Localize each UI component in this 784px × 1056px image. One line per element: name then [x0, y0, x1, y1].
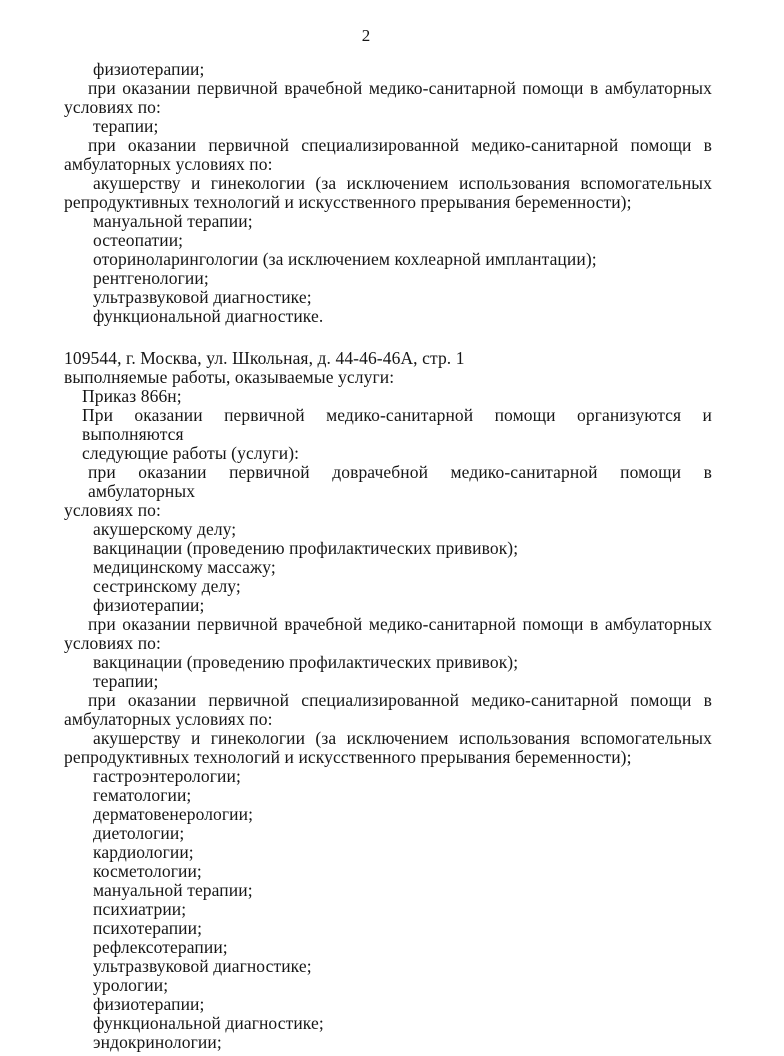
text-line: рефлексотерапии;: [93, 937, 228, 957]
text-line: физиотерапии;: [93, 595, 205, 615]
text-line: мануальной терапии;: [93, 211, 253, 231]
text-line: Приказ 866н;: [82, 386, 182, 406]
text-line: акушерству и гинекологии (за исключением использования вспомогательных: [93, 173, 712, 193]
text-line: терапии;: [93, 671, 159, 691]
document-body: [64, 60, 712, 1052]
text-line: вакцинации (проведению профилактических прививок);: [93, 538, 519, 558]
section-services-continued: [64, 60, 712, 326]
text-line: гематологии;: [93, 785, 192, 805]
text-line: При оказании первичной медико-санитарной помощи организуются и выполняются: [82, 405, 712, 444]
text-line: психотерапии;: [93, 918, 203, 938]
text-line: диетологии;: [93, 823, 185, 843]
text-line: кардиологии;: [93, 842, 194, 862]
text-line: при оказании первичной врачебной медико-санитарной помощи в амбулаторных: [88, 614, 712, 634]
text-line: мануальной терапии;: [93, 880, 253, 900]
text-line: акушерскому делу;: [93, 519, 237, 539]
text-line: следующие работы (услуги):: [82, 443, 300, 463]
text-line: при оказании первичной специализированной медико-санитарной помощи в: [88, 690, 712, 710]
text-line: косметологии;: [93, 861, 202, 881]
text-line: репродуктивных технологий и искусственного прерывания беременности);: [64, 192, 632, 212]
text-line: функциональной диагностике;: [93, 1013, 324, 1033]
text-line: терапии;: [93, 116, 159, 136]
text-line: условиях по:: [64, 97, 161, 117]
text-line: эндокринологии;: [93, 1032, 222, 1052]
text-line: сестринскому делу;: [93, 576, 241, 596]
text-line: ультразвуковой диагностике;: [93, 956, 312, 976]
text-line: физиотерапии;: [93, 994, 205, 1014]
text-line: при оказании первичной доврачебной медико-санитарной помощи в амбулаторных: [88, 462, 712, 501]
text-line: репродуктивных технологий и искусственного прерывания беременности);: [64, 747, 632, 767]
text-line: урологии;: [93, 975, 169, 995]
text-line: оториноларингологии (за исключением кохлеарной имплантации);: [93, 249, 597, 269]
text-line: рентгенологии;: [93, 268, 209, 288]
text-line: физиотерапии;: [93, 59, 205, 79]
text-line: при оказании первичной врачебной медико-санитарной помощи в амбулаторных: [88, 78, 712, 98]
text-line: психиатрии;: [93, 899, 187, 919]
text-line: остеопатии;: [93, 230, 184, 250]
text-line: амбулаторных условиях по:: [64, 709, 273, 729]
text-line: гастроэнтерологии;: [93, 766, 241, 786]
text-line: дерматовенерологии;: [93, 804, 254, 824]
text-line: выполняемые работы, оказываемые услуги:: [64, 367, 395, 387]
text-line: медицинскому массажу;: [93, 557, 276, 577]
text-line: 109544, г. Москва, ул. Школьная, д. 44-46-46А, стр. 1: [64, 348, 465, 368]
text-line: условиях по:: [64, 633, 161, 653]
text-line: функциональной диагностике.: [93, 306, 324, 326]
page-number: 2: [361, 26, 371, 45]
text-line: вакцинации (проведению профилактических прививок);: [93, 652, 519, 672]
text-line: при оказании первичной специализированной медико-санитарной помощи в: [88, 135, 712, 155]
section-address-block: [64, 349, 712, 1052]
text-line: условиях по:: [64, 500, 161, 520]
text-line: акушерству и гинекологии (за исключением использования вспомогательных: [93, 728, 712, 748]
text-line: ультразвуковой диагностике;: [93, 287, 312, 307]
text-line: амбулаторных условиях по:: [64, 154, 273, 174]
